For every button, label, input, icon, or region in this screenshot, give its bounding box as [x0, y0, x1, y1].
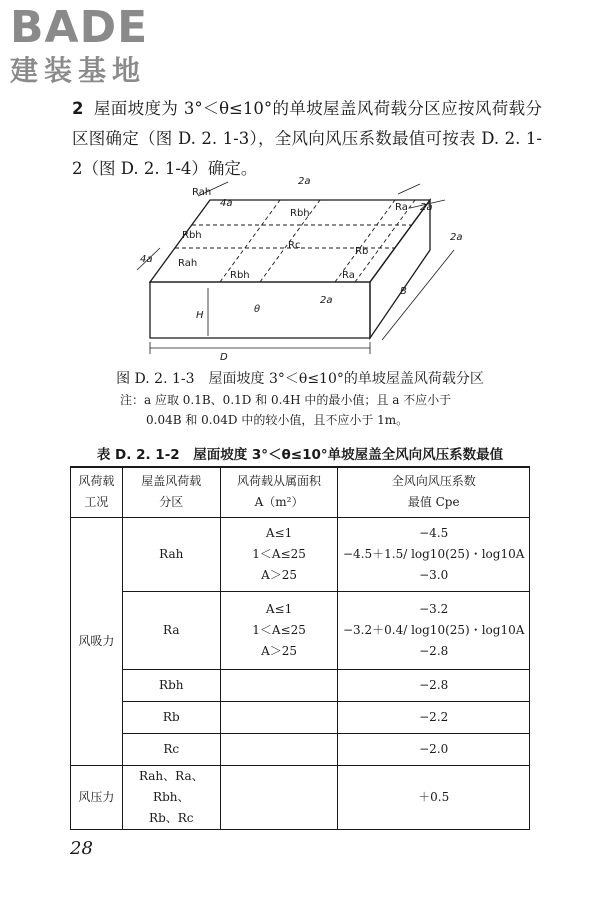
- table-row: [71, 765, 530, 829]
- figure-note-line-1: 注：a 应取 0.1B、0.1D 和 0.4H 中的最小值；且 a 不应小于: [120, 393, 452, 407]
- dim-2a-top: 2a: [298, 176, 311, 187]
- logo-word: BADE: [10, 2, 149, 53]
- header-coefficient: 全风向风压系数 最值 Cpe: [338, 467, 530, 517]
- zone-label-rbh-top: Rbh: [290, 208, 310, 219]
- zone-label-rah-top: Rah: [192, 187, 212, 198]
- roof-zoning-diagram: [120, 170, 480, 360]
- case-pressure: 风压力: [71, 765, 123, 829]
- table-row: [71, 733, 530, 765]
- zone-rbh: Rbh: [122, 669, 220, 701]
- figure-caption: 图 D. 2. 1-3 屋面坡度 3°＜θ≤10°的单坡屋盖风荷载分区: [116, 371, 484, 387]
- zone-label-rbh-bottom: Rbh: [230, 270, 250, 281]
- dim-2a-right: 2a: [420, 202, 433, 213]
- coef-rc: −2.0: [338, 733, 530, 765]
- zone-rb: Rb: [122, 701, 220, 733]
- dim-h: H: [196, 310, 204, 321]
- area-ra: A≤1 1＜A≤25 A＞25: [220, 591, 338, 669]
- dim-2a-front: 2a: [320, 295, 333, 306]
- dim-2a-side: 2a: [450, 232, 463, 243]
- coef-pressure: ＋0.5: [338, 765, 530, 829]
- zone-label-rbh-left: Rbh: [182, 230, 202, 241]
- bade-logo: [10, 4, 180, 90]
- dim-b: B: [400, 286, 407, 297]
- zone-label-rah-bottom: Rah: [178, 258, 198, 269]
- zone-label-ra-bottom: Ra: [342, 270, 355, 281]
- table-row: [71, 669, 530, 701]
- coef-rah: −4.5 −4.5＋1.5/ log10(25)・log10A −3.0: [338, 517, 530, 591]
- area-rbh: [220, 669, 338, 701]
- coef-rb: −2.2: [338, 701, 530, 733]
- header-zone: 屋盖风荷载 分区: [122, 467, 220, 517]
- table-row: [71, 701, 530, 733]
- coef-ra: −3.2 −3.2＋0.4/ log10(25)・log10A −2.8: [338, 591, 530, 669]
- zone-rah: Rah: [122, 517, 220, 591]
- table-row: [71, 591, 530, 669]
- dim-theta: θ: [254, 304, 261, 315]
- clause-text: 屋面坡度为 3°＜θ≤10°的单坡屋盖风荷载分区应按风荷载分区图确定（图 D. 2. 1-3），全风向风压系数最值可按表 D. 2. 1-2（图 D. 2. 1-4）确定。: [72, 99, 542, 178]
- dim-4a-top: 4a: [220, 198, 233, 209]
- coefficient-table: [70, 466, 530, 830]
- case-suction: 风吸力: [71, 517, 123, 765]
- zone-label-ra-top: Ra: [395, 202, 408, 213]
- figure-note: [120, 390, 500, 430]
- area-all: [220, 765, 338, 829]
- area-rc: [220, 733, 338, 765]
- table-row: [71, 517, 530, 591]
- figure-note-line-2: 0.04B 和 0.04D 中的较小值，且不应小于 1m。: [146, 413, 409, 427]
- zone-all: Rah、Ra、Rbh、 Rb、Rc: [122, 765, 220, 829]
- header-area: 风荷载从属面积 A（m²）: [220, 467, 338, 517]
- zone-rc: Rc: [122, 733, 220, 765]
- zone-label-rb: Rb: [355, 246, 369, 257]
- coef-rbh: −2.8: [338, 669, 530, 701]
- dim-d: D: [220, 352, 228, 360]
- zone-label-rc: Rc: [288, 240, 301, 251]
- area-rah: A≤1 1＜A≤25 A＞25: [220, 517, 338, 591]
- logo-subtitle: 建装基地: [10, 54, 147, 87]
- header-case: 风荷载 工况: [71, 467, 123, 517]
- clause-number: 2: [72, 99, 84, 118]
- page-number: 28: [70, 838, 93, 859]
- dim-4a-left: 4a: [140, 254, 153, 265]
- table-title: 表 D. 2. 1-2 屋面坡度 3°＜θ≤10°单坡屋盖全风向风压系数最值: [96, 447, 504, 463]
- table-header-row: [71, 467, 530, 517]
- area-rb: [220, 701, 338, 733]
- zone-ra: Ra: [122, 591, 220, 669]
